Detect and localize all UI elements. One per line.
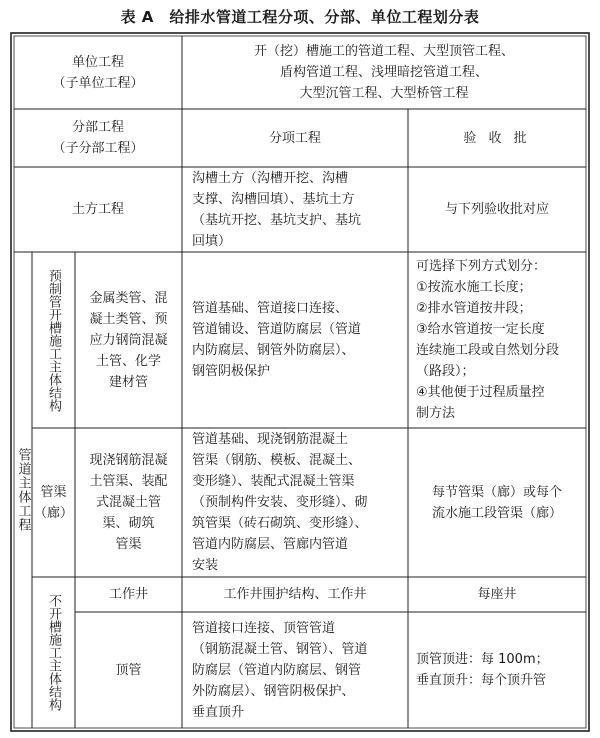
channel-subitem: 管道基础、现浇钢筋混凝土 管渠（钢筋、模板、混凝土、 变形缝）、装配式混凝土管渠 （预制构件安装、变形缝）、砌 筑管渠（砖石砌筑、变形缝）、 管道内防腐层、管廊内管道 安装 — [192, 432, 368, 573]
header-subitem: 分项工程 — [268, 130, 321, 146]
division-table — [10, 32, 590, 732]
header-batch: 验 收 批 — [463, 130, 531, 146]
main-body-label: 管道主体工程 — [15, 448, 31, 532]
precast-label-cell — [32, 252, 75, 428]
trenchless-label: 不开槽施工主体结构 — [46, 594, 61, 711]
main-body-label-cell — [14, 252, 32, 728]
unit-project-content: 开（挖）槽施工的管道工程、大型顶管工程、 盾构管道工程、浅埋暗挖管道工程、 大型沉管工程、大型桥管工程 — [253, 44, 514, 101]
header-division: 分部工程 （子分部工程） — [52, 120, 144, 156]
jacking-name: 顶管 — [115, 662, 142, 678]
precast-materials: 金属类管、混 凝土类管、预 应力钢筒混凝 土管、化学 建材管 — [89, 290, 168, 390]
well-name: 工作井 — [108, 587, 148, 602]
channel-batch: 每节管渠（廊）或每个 流水施工段管渠（廊） — [431, 484, 562, 521]
jacking-subitem: 管道接口连接、顶管管道 （钢筋混凝土管、钢管）、管道 防腐层（管道内防腐层、钢管 外防腐层）、钢管阴极保护、 垂直顶升 — [192, 620, 368, 720]
trenchless-label-cell — [32, 577, 75, 728]
precast-label: 预制管开槽施工主体结构 — [46, 268, 61, 412]
channel-label: 管渠（廊） — [33, 484, 73, 521]
unit-project-label: 单位工程 （子单位工程） — [52, 54, 144, 91]
well-subitem: 工作井围护结构、工作井 — [223, 587, 367, 602]
well-batch: 每座井 — [477, 587, 517, 602]
earthwork-batch: 与下列验收批对应 — [444, 202, 549, 217]
earthwork-subitem: 沟槽土方（沟槽开挖、沟槽 支撑、沟槽回填）、基坑土方 （基坑开挖、基坑支护、基坑 回填） — [192, 170, 362, 249]
precast-subitem: 管道基础、管道接口连接、 管道铺设、管道防腐层（管道 内防腐层、钢管外防腐层）、 钢管阴极保护 — [192, 301, 362, 379]
earthwork-division: 土方工程 — [71, 202, 124, 217]
channel-label-cell — [32, 428, 75, 577]
page-title: 表 A 给排水管道工程分项、分部、单位工程划分表 — [120, 8, 480, 26]
precast-batch: 可选择下列方式划分： ①按流水施工长度； ②排水管道按井段； ③给水管道按一定长度 连续施工段或自然划分段 （路段）； ④其他便于过程质量控 制方法 — [416, 259, 560, 421]
channel-materials: 现浇钢筋混凝 土管渠、装配 式混凝土管 渠、砌筑 管渠 — [89, 453, 168, 552]
jacking-batch: 顶管顶进：每 100m； 垂直顶升：每个顶升管 — [416, 652, 549, 688]
